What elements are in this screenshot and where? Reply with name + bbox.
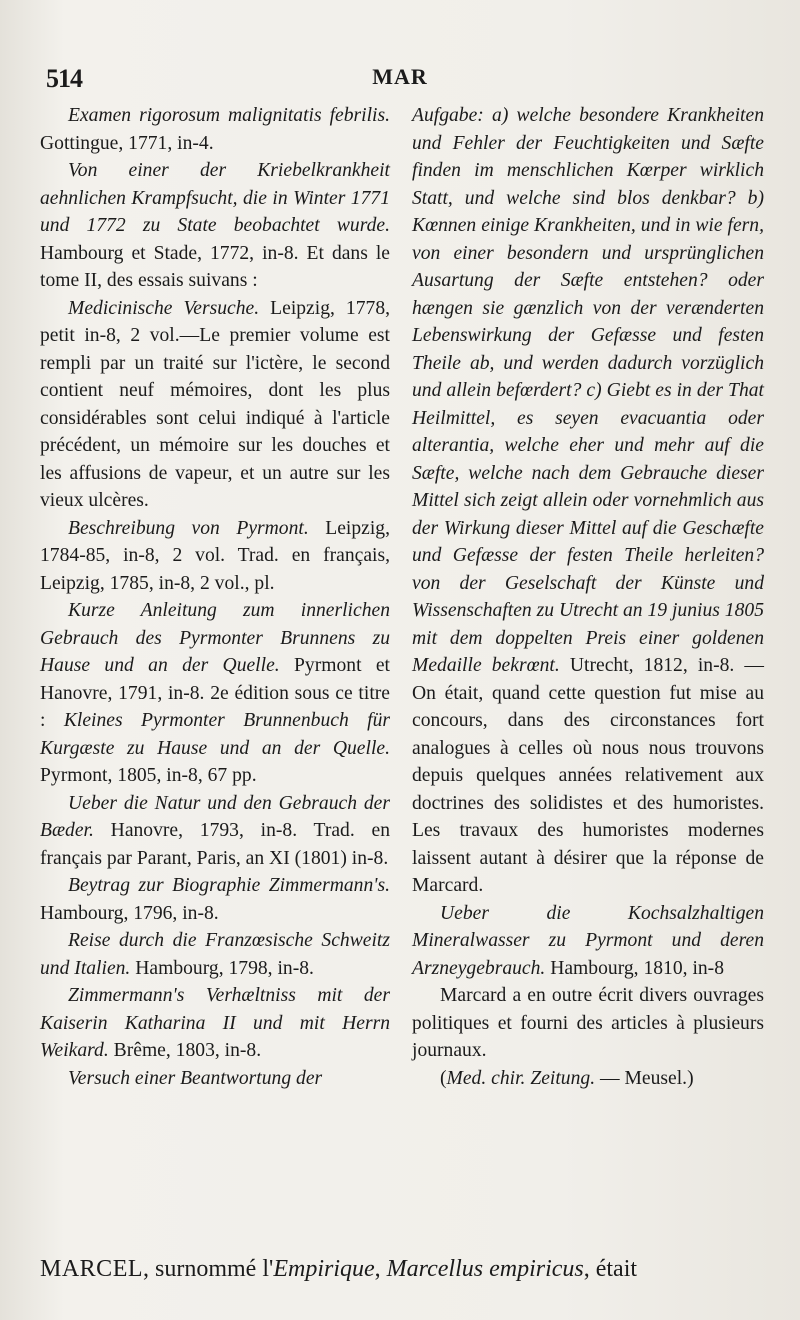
left-column bbox=[40, 102, 390, 1092]
work-title: Zimmermann's Verhæltniss mit der Kaiserin Katharina II und mit Herrn Weikard. bbox=[40, 985, 390, 1061]
page-header bbox=[0, 64, 800, 100]
next-entry-heading bbox=[40, 1253, 764, 1285]
publication-info: Gottingue, 1771, in-4. bbox=[40, 132, 214, 154]
work-title: Examen rigorosum malignitatis febrilis. bbox=[68, 105, 390, 126]
bibliography-entry bbox=[40, 515, 390, 598]
entry-name: MARCEL bbox=[40, 1256, 144, 1282]
entry-text: , bbox=[374, 1256, 387, 1282]
publication-info: Hambourg, 1810, in-8 bbox=[545, 957, 725, 979]
work-title: Medicinische Versuche. bbox=[68, 297, 260, 319]
publication-info: Leipzig, 1784-85, in-8, 2 vol. Trad. en français, Leipzig, 1785, in-8, 2 vol., pl. bbox=[40, 517, 390, 594]
entry-text: , était bbox=[583, 1256, 638, 1282]
bibliography-entry bbox=[40, 1065, 390, 1093]
citation-author: — Meusel.) bbox=[595, 1067, 694, 1089]
publication-info: Leipzig, 1778, petit in-8, 2 vol.—Le premier volume est rempli par un traité sur l'ictère, le second contient neuf mémoires, dont les plus considérables sont celui indiqué à l'article précédent, un mémoire sur les douches et les affusions de vapeur, et un autre sur les vieux ulcères. bbox=[40, 297, 391, 511]
publication-info: Hambourg, 1798, in-8. bbox=[130, 957, 314, 979]
entry-text: , surnommé l' bbox=[143, 1256, 274, 1282]
bibliography-entry bbox=[40, 157, 390, 295]
bibliography-entry bbox=[40, 872, 390, 927]
work-title: Von einer der Kriebelkrankheit aehnlichen Krampfsucht, die in Winter 1771 und 1772 zu State beobachtet wurde. bbox=[40, 160, 390, 236]
running-head: MAR bbox=[372, 64, 428, 89]
closing-note: Marcard a en outre écrit divers ouvrages politiques et fourni des articles à plusieurs journaux. bbox=[412, 985, 764, 1061]
work-title: Reise durch die Franzœsische Schweitz und Italien. bbox=[40, 930, 390, 979]
bibliography-entry bbox=[40, 982, 390, 1065]
bibliography-entry bbox=[40, 102, 390, 157]
publication-info: Hambourg et Stade, 1772, in-8. Et dans le tome II, des essais suivans : bbox=[40, 242, 390, 291]
bibliography-entry bbox=[40, 597, 390, 790]
publication-info: Utrecht, 1812, in-8. — On était, quand cette question fut mise au concours, dans des circonstances fort analogues à celles où nous nous trouvons depuis quelques années relativement aux doctrines des solidistes et des humoristes. Les travaux des humoristes modernes laissent autant à désirer que la réponse de Marcard. bbox=[412, 655, 765, 896]
publication-info: Brême, 1803, in-8. bbox=[108, 1040, 262, 1061]
bibliography-entry bbox=[40, 295, 390, 515]
source-citation bbox=[412, 1065, 764, 1093]
bibliography-entry-continued bbox=[412, 102, 764, 900]
work-title: Beytrag zur Biographie Zimmermann's. bbox=[68, 875, 390, 896]
publication-info: Pyrmont, 1805, in-8, 67 pp. bbox=[40, 765, 257, 786]
entry-epithet: Empirique bbox=[273, 1256, 375, 1282]
work-title: Aufgabe: a) welche besondere Krankheiten und Fehler der Feuchtigkeiten und Sæfte finden im menschlichen Kœrper wirklich Statt, und welche sind blos denkbar? b) Kœnnen einige Krankheiten, und in wie fern, von einer besondern und ursprünglichen Ausartung der Sæfte entstehen? oder hængen sie gænzlich von der verænderten Lebenswirkung der Gefæsse und festen Theile ab, und werden dadurch vorzüglich und allein befœrdert? c) Giebt es in der That Heilmittel, es seyen evacuantia oder alterantia, welche eher und mehr auf die Sæfte, welche nach dem Gebrauche dieser Mittel sich zeigt allein oder vornehmlich aus der Wirkung dieser Mittel auf die Geschæfte und Gefæsse der festen Theile herleiten? von der Geselschaft der Künste und Wissenschaften zu Utrecht an 19 junius 1805 mit dem doppelten Preis einer goldenen Medaille bekrœnt. bbox=[412, 105, 764, 676]
right-column bbox=[412, 102, 764, 1092]
publication-info: Pyrmont et Hanovre, 1791, in-8. 2e édition sous ce titre : bbox=[40, 655, 390, 731]
bibliography-entry bbox=[40, 790, 390, 873]
bibliography-entry bbox=[40, 927, 390, 982]
citation-title: Med. chir. Zeitung. bbox=[446, 1067, 596, 1089]
work-title: Beschreibung von Pyrmont. bbox=[68, 517, 309, 539]
work-title-alt: Kleines Pyrmonter Brunnenbuch für Kurgæste zu Hause und an der Quelle. bbox=[40, 710, 391, 759]
work-title: Kurze Anleitung zum innerlichen Gebrauch des Pyrmonter Brunnens zu Hause und an der Quelle. bbox=[40, 600, 390, 676]
bibliography-entry bbox=[412, 900, 764, 983]
entry-latin-name: Marcellus empiricus bbox=[386, 1256, 584, 1282]
citation-open: ( bbox=[440, 1067, 447, 1089]
work-title: Ueber die Kochsalzhaltigen Mineralwasser zu Pyrmont und deren Arzneygebrauch. bbox=[412, 902, 764, 979]
work-title: Versuch einer Beantwortung der bbox=[68, 1067, 323, 1089]
publication-info: Hambourg, 1796, in-8. bbox=[40, 902, 219, 924]
work-title: Ueber die Natur und den Gebrauch der Bæder. bbox=[40, 792, 390, 841]
page-number: 514 bbox=[46, 64, 82, 93]
publication-info: Hanovre, 1793, in-8. Trad. en français par Parant, Paris, an XI (1801) in-8. bbox=[40, 820, 390, 869]
